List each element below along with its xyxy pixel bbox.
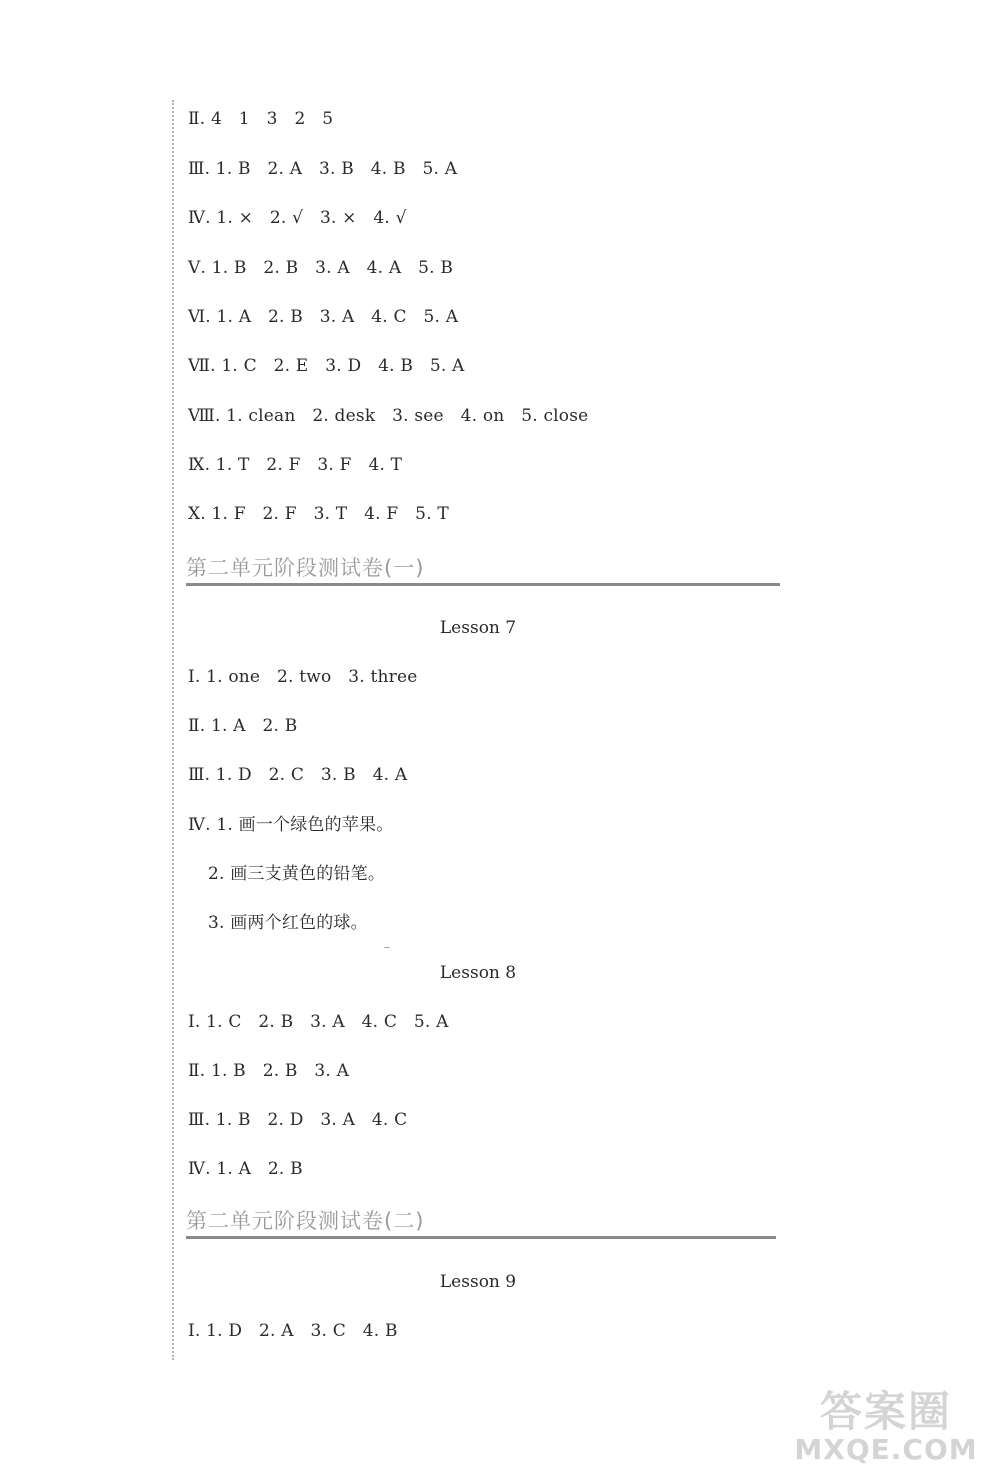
lesson-title: Lesson 7 xyxy=(439,618,517,638)
answer-line: Ⅱ. 1. B 2. B 3. A xyxy=(188,1061,350,1081)
answer-line: Ⅲ. 1. D 2. C 3. B 4. A xyxy=(188,765,408,785)
section-title: 第二单元阶段测试卷(一) xyxy=(186,555,780,586)
site-watermark xyxy=(788,1389,984,1465)
answer-line: Ⅰ. 1. D 2. A 3. C 4. B xyxy=(188,1321,398,1341)
answer-line: 3. 画两个红色的球。 xyxy=(208,913,368,933)
answer-line: Ⅲ. 1. B 2. A 3. B 4. B 5. A xyxy=(188,159,458,179)
lesson-title: Lesson 9 xyxy=(439,1272,517,1292)
answer-line: Ⅷ. 1. clean 2. desk 3. see 4. on 5. close xyxy=(188,406,589,426)
answer-line: Ⅴ. 1. B 2. B 3. A 4. A 5. B xyxy=(188,258,454,278)
answer-line: Ⅹ. 1. F 2. F 3. T 4. F 5. T xyxy=(188,504,449,524)
binding-margin-line xyxy=(172,100,174,1360)
answer-line: Ⅵ. 1. A 2. B 3. A 4. C 5. A xyxy=(188,307,459,327)
watermark-domain: MXQE.COM xyxy=(794,1433,978,1466)
watermark-logo-text: 答案圈 xyxy=(819,1387,952,1436)
answer-line: Ⅱ. 1. A 2. B xyxy=(188,716,298,736)
answer-line: 2. 画三支黄色的铅笔。 xyxy=(208,864,386,884)
answer-line: Ⅳ. 1. 画一个绿色的苹果。 xyxy=(188,815,394,835)
answer-line: Ⅳ. 1. × 2. √ 3. × 4. √ xyxy=(188,208,407,228)
stray-mark: – xyxy=(384,940,390,954)
answer-line: Ⅰ. 1. one 2. two 3. three xyxy=(188,667,418,687)
section-title: 第二单元阶段测试卷(二) xyxy=(186,1208,776,1239)
answer-line: Ⅶ. 1. C 2. E 3. D 4. B 5. A xyxy=(188,356,465,376)
answer-line: Ⅸ. 1. T 2. F 3. F 4. T xyxy=(188,455,403,475)
answer-line: Ⅱ. 4 1 3 2 5 xyxy=(188,109,334,129)
answer-line: Ⅲ. 1. B 2. D 3. A 4. C xyxy=(188,1110,408,1130)
answer-line: Ⅳ. 1. A 2. B xyxy=(188,1159,303,1179)
answer-line: Ⅰ. 1. C 2. B 3. A 4. C 5. A xyxy=(188,1012,449,1032)
lesson-title: Lesson 8 xyxy=(439,963,517,983)
